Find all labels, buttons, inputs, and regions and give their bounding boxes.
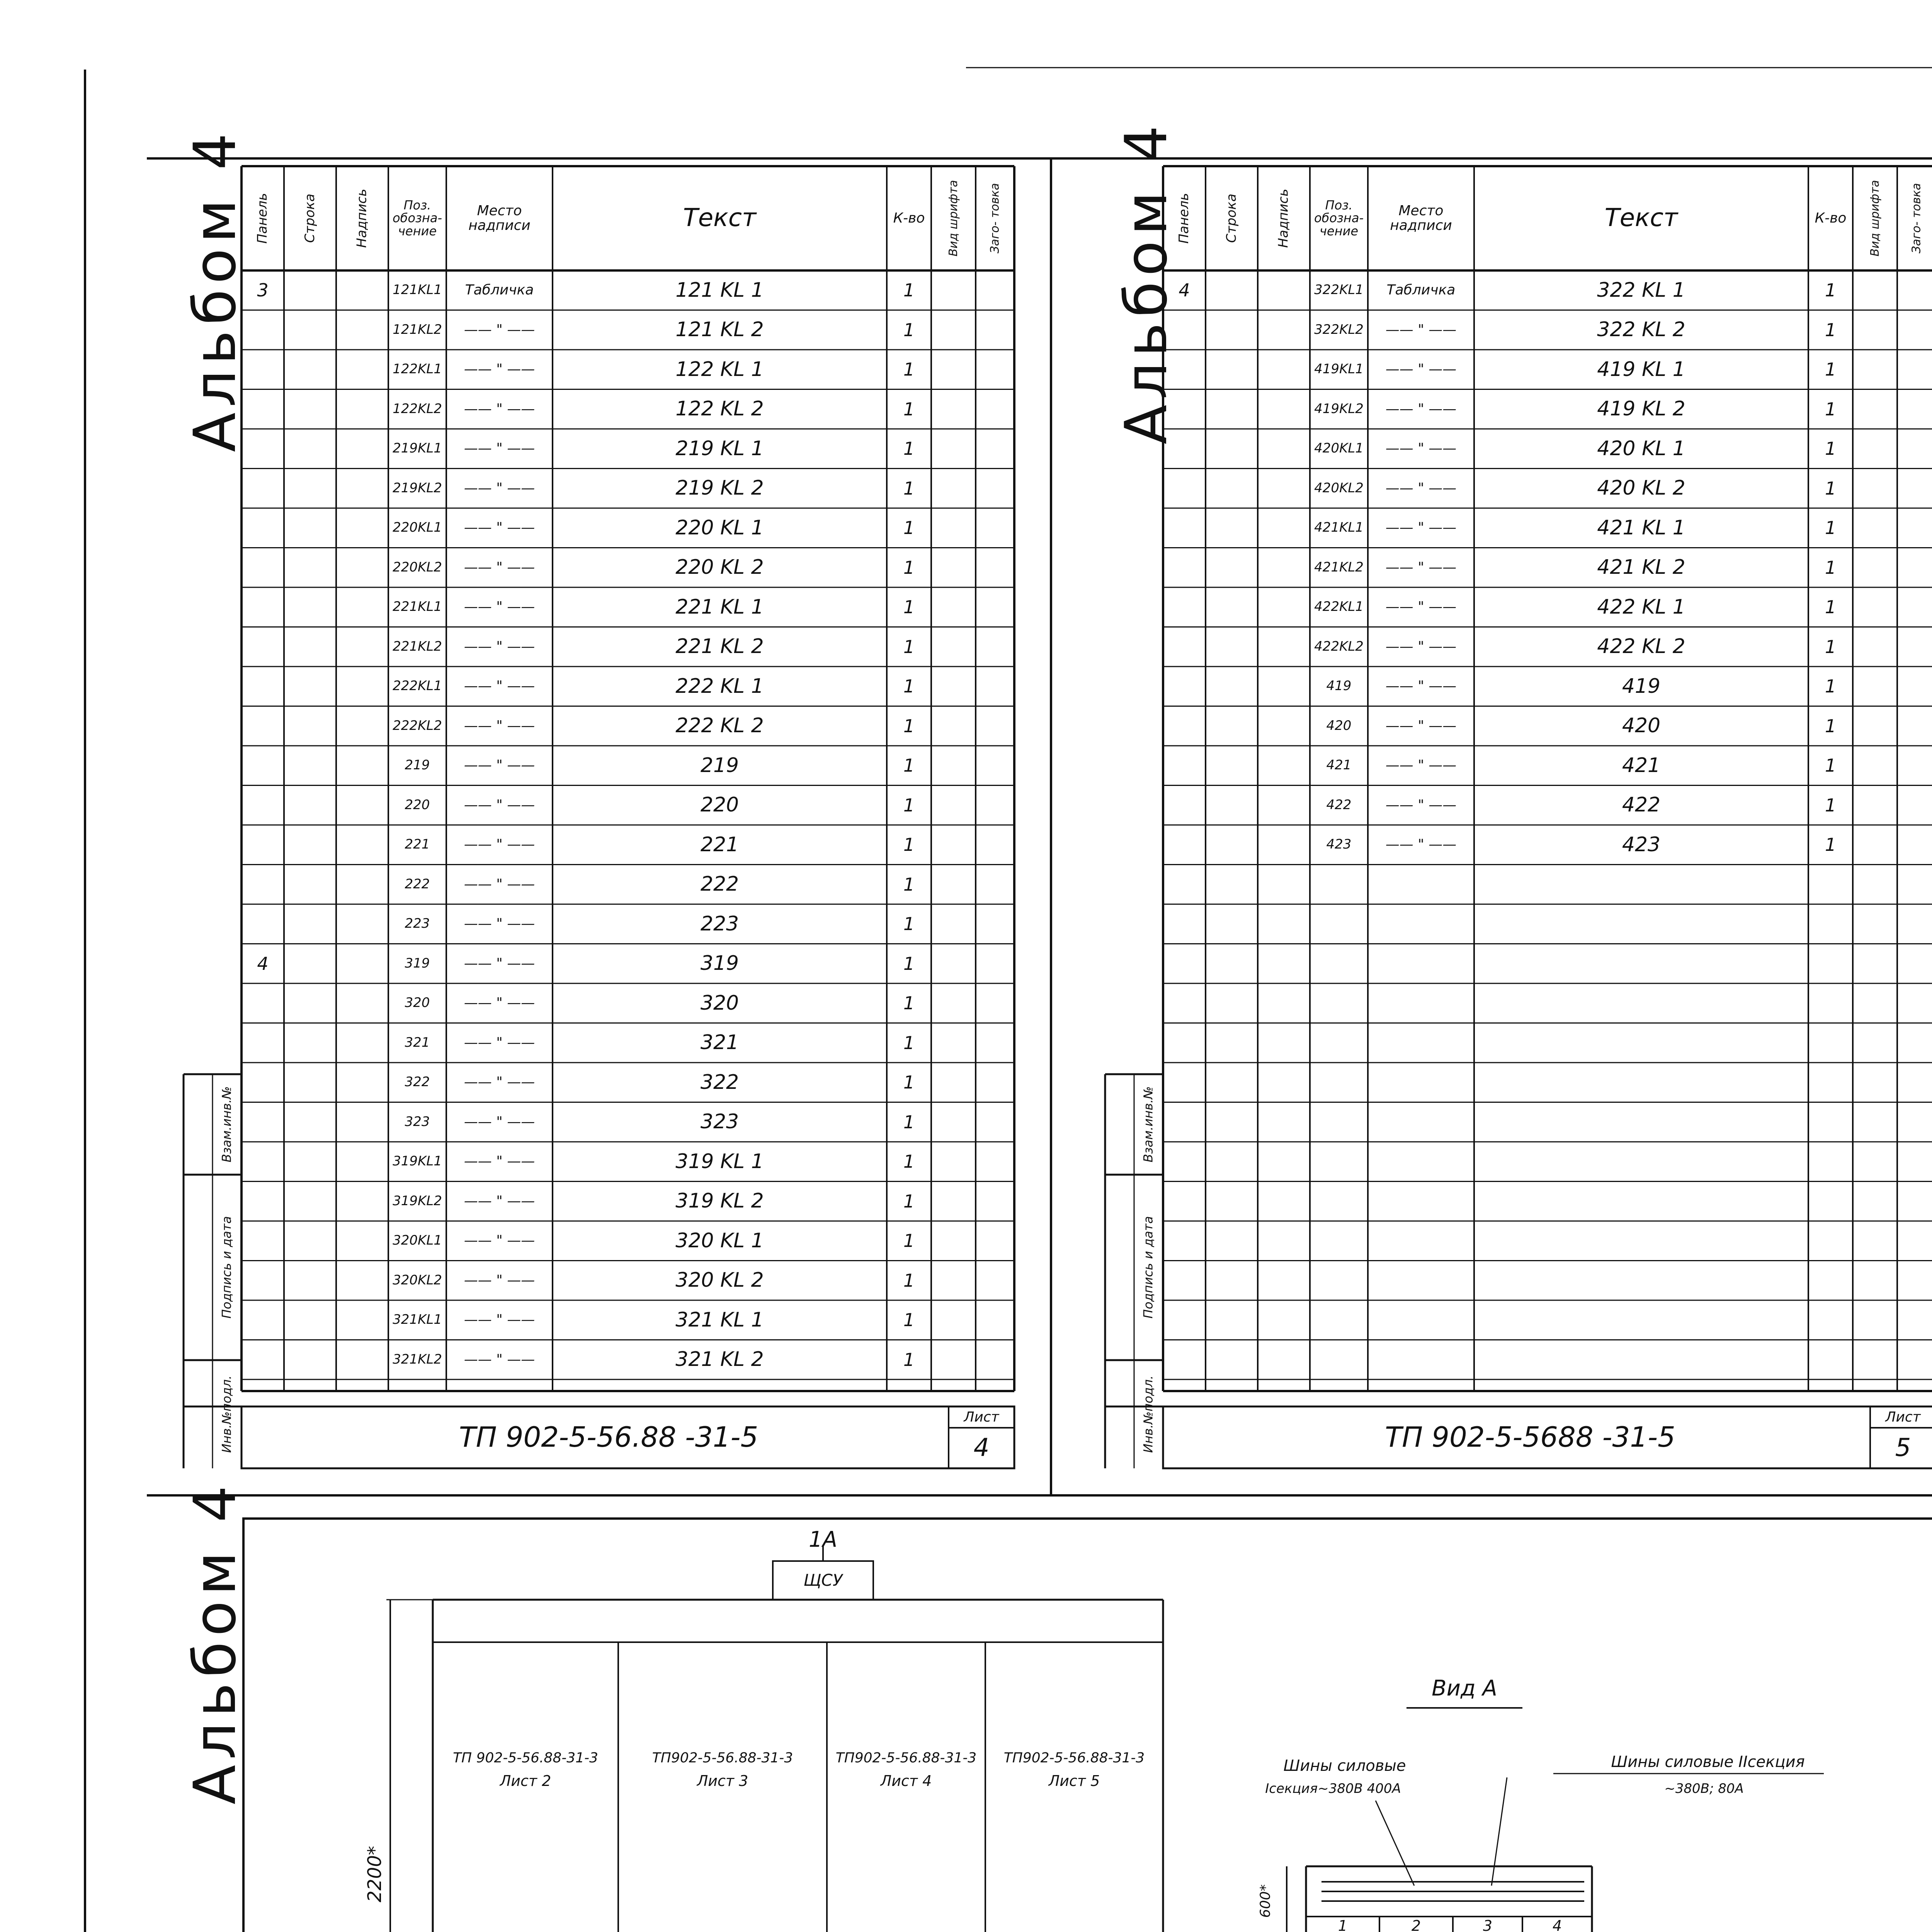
s5-cell-panel — [1163, 508, 1206, 548]
s4-cell-qty: 1 — [903, 636, 915, 657]
s4-cell-place: —— " —— — [464, 480, 535, 496]
s4-cell-text: 221 KL 2 — [675, 635, 764, 658]
s4-cell-pos: 121KL2 — [393, 321, 442, 337]
s4-cell-qty: 1 — [903, 557, 915, 578]
s5-cell-panel — [1163, 469, 1206, 509]
s4-cell-panel — [242, 310, 284, 350]
s5-header-place: Место надписи — [1390, 203, 1452, 233]
s4-header-row — [284, 166, 336, 270]
s5-cell-text: 421 KL 1 — [1597, 516, 1685, 539]
view-a-cell-3: 3 — [1483, 1917, 1493, 1932]
s4-cell-panel — [242, 1300, 284, 1340]
s4-header-text: Текст — [683, 204, 757, 233]
s4-cell-text: 121 KL 1 — [675, 278, 764, 302]
s4-cell-panel — [242, 429, 284, 469]
s4-header-panel-text: Панель — [255, 193, 270, 244]
s5-stamp-podpis — [1134, 1175, 1163, 1360]
s4-cell-place: —— " —— — [464, 638, 535, 655]
s5-cell-panel — [1163, 429, 1206, 469]
cabinet-tag-label: ЩСУ — [803, 1570, 843, 1590]
view-a-cell-4: 4 — [1552, 1917, 1562, 1932]
s4-cell-panel — [242, 350, 284, 389]
s5-cell-qty: 1 — [1825, 359, 1837, 380]
s4-cell-qty: 1 — [903, 1190, 915, 1212]
s4-cell-pos: 222KL2 — [393, 718, 442, 733]
s5-cell-panel — [1163, 706, 1206, 746]
s4-cell-place: Табличка — [465, 282, 534, 298]
s4-cell-panel — [242, 904, 284, 944]
s4-cell-text: 323 — [700, 1110, 739, 1134]
s4-cell-qty: 1 — [903, 993, 915, 1014]
s4-cell-text: 322 — [700, 1070, 739, 1094]
leader-line — [1376, 1801, 1414, 1886]
s5-cell-qty: 1 — [1825, 834, 1837, 855]
s4-cell-qty: 1 — [903, 834, 915, 855]
s4-cell-pos: 122KL1 — [393, 361, 442, 377]
s5-cell-panel — [1163, 786, 1206, 825]
s5-cell-pos: 322KL1 — [1314, 282, 1364, 298]
s4-cell-qty: 1 — [903, 398, 915, 420]
s4-cell-pos: 221KL1 — [393, 599, 442, 615]
s5-header-text: Текст — [1604, 204, 1678, 233]
s4-cell-text: 321 KL 1 — [675, 1308, 764, 1332]
s4-cell-pos: 320 — [405, 995, 430, 1011]
s4-cell-place: —— " —— — [464, 1153, 535, 1170]
s5-stamp-vzam — [1134, 1074, 1163, 1175]
s4-header-panel — [242, 166, 284, 270]
s4-cell-pos: 222KL1 — [393, 678, 442, 694]
panel-3-ref: ТП902-5-56.88-31-3 — [835, 1750, 977, 1766]
s4-cell-qty: 1 — [903, 438, 915, 459]
panel-1-sheet: Лист 2 — [500, 1772, 551, 1790]
s4-cell-place: —— " —— — [464, 718, 535, 734]
s4-cell-panel — [242, 786, 284, 825]
s4-cell-pos: 319KL1 — [393, 1153, 442, 1169]
s5-header-qty: К-во — [1815, 210, 1847, 226]
s4-cell-panel — [242, 1102, 284, 1142]
album-label-sheet4: Альбом 4 — [182, 128, 249, 452]
s5-cell-text: 421 — [1622, 753, 1661, 777]
s4-cell-text: 319 KL 2 — [675, 1189, 764, 1213]
s5-cell-pos: 419KL1 — [1314, 361, 1364, 377]
s4-cell-text: 121 KL 2 — [675, 318, 764, 342]
s5-cell-pos: 421KL2 — [1314, 559, 1364, 575]
s5-cell-panel — [1163, 627, 1206, 667]
s4-cell-qty: 1 — [903, 1349, 915, 1370]
s4-cell-qty: 1 — [903, 1111, 915, 1133]
s4-cell-qty: 1 — [903, 1151, 915, 1172]
s5-cell-qty: 1 — [1825, 755, 1837, 776]
s4-cell-qty: 1 — [903, 953, 915, 974]
s4-cell-qty: 1 — [903, 319, 915, 340]
s4-cell-pos: 220 — [405, 797, 430, 813]
s4-cell-place: —— " —— — [464, 1034, 535, 1051]
s5-cell-pos: 420KL1 — [1314, 440, 1364, 456]
s5-header-blank-text: Заго- товка — [1910, 183, 1923, 254]
s5-cell-panel — [1163, 746, 1206, 786]
s4-cell-panel — [242, 1261, 284, 1301]
s4-cell-text: 122 KL 1 — [675, 357, 764, 381]
s5-cell-panel — [1163, 389, 1206, 429]
s5-cell-qty: 1 — [1825, 280, 1837, 301]
s5-cell-place: —— " —— — [1385, 440, 1457, 457]
s4-cell-qty: 1 — [903, 517, 915, 539]
s5-cell-panel — [1163, 350, 1206, 389]
bus-label-1b: Iсекция~380В 400А — [1265, 1781, 1401, 1797]
s5-cell-panel — [1163, 587, 1206, 627]
s5-cell-place: Табличка — [1386, 282, 1456, 298]
panel-4-ref: ТП902-5-56.88-31-3 — [1003, 1750, 1145, 1766]
s4-cell-text: 220 — [700, 793, 739, 817]
s5-stamp-inv — [1134, 1360, 1163, 1468]
s4-cell-panel — [242, 389, 284, 429]
s4-cell-place: —— " —— — [464, 916, 535, 932]
panel-2-ref: ТП902-5-56.88-31-3 — [652, 1750, 793, 1766]
s4-stamp-vzam-text: Взам.инв.№ — [219, 1086, 234, 1163]
s4-cell-panel — [242, 706, 284, 746]
s4-cell-pos: 321 — [405, 1034, 430, 1050]
s4-cell-place: —— " —— — [464, 599, 535, 615]
s5-cell-text: 419 — [1622, 674, 1661, 698]
s5-header-label — [1258, 166, 1310, 270]
s5-header-pos: Поз. обозна- чение — [1314, 197, 1364, 238]
s5-cell-text: 422 KL 2 — [1597, 635, 1685, 658]
s5-cell-place: —— " —— — [1385, 837, 1457, 853]
s5-cell-qty: 1 — [1825, 794, 1837, 816]
s4-cell-pos: 121KL1 — [393, 282, 442, 298]
s4-cell-pos: 320KL2 — [393, 1272, 442, 1288]
s5-header-row-text: Строка — [1223, 194, 1239, 243]
s4-cell-panel — [242, 865, 284, 905]
s4-cell-panel — [242, 1182, 284, 1221]
s4-cell-place: —— " —— — [464, 678, 535, 694]
s4-cell-text: 219 — [700, 753, 739, 777]
s5-cell-text: 420 — [1622, 714, 1661, 738]
s5-cell-text: 423 — [1622, 833, 1661, 856]
s4-cell-place: —— " —— — [464, 361, 535, 378]
s4-cell-place: —— " —— — [464, 1312, 535, 1328]
s4-header-font-text: Вид шрифта — [946, 180, 960, 257]
s4-cell-text: 320 KL 1 — [675, 1229, 764, 1252]
view-a-mark: 1А — [809, 1527, 837, 1552]
s5-cell-pos: 422 — [1326, 797, 1352, 813]
s5-cell-pos: 422KL1 — [1314, 599, 1364, 615]
s4-cell-pos: 223 — [405, 916, 430, 932]
s4-cell-panel: 4 — [257, 953, 269, 974]
s4-cell-pos: 221 — [405, 837, 430, 852]
s4-cell-pos: 319 — [405, 955, 430, 971]
s4-cell-place: —— " —— — [464, 1193, 535, 1209]
s4-stamp-podpis-text: Подпись и дата — [219, 1216, 234, 1319]
s4-cell-text: 222 KL 1 — [675, 674, 764, 698]
s4-cell-panel — [242, 1023, 284, 1063]
s5-cell-place: —— " —— — [1385, 401, 1457, 417]
s5-header-blank — [1897, 166, 1932, 270]
s5-cell-place: —— " —— — [1385, 321, 1457, 338]
s4-cell-qty: 1 — [903, 1230, 915, 1252]
s4-cell-qty: 1 — [903, 478, 915, 499]
s4-cell-pos: 319KL2 — [393, 1193, 442, 1209]
s5-cell-place: —— " —— — [1385, 599, 1457, 615]
s5-cell-qty: 1 — [1825, 478, 1837, 499]
s4-cell-panel — [242, 508, 284, 548]
s4-cell-pos: 122KL2 — [393, 401, 442, 417]
s5-cell-place: —— " —— — [1385, 559, 1457, 575]
s5-cell-qty: 1 — [1825, 517, 1837, 539]
s4-cell-qty: 1 — [903, 874, 915, 895]
s5-cell-text: 422 KL 1 — [1597, 595, 1685, 619]
panel-2-sheet: Лист 3 — [697, 1772, 748, 1790]
s4-cell-text: 219 KL 2 — [675, 476, 764, 500]
s4-cell-place: —— " —— — [464, 520, 535, 536]
s4-cell-pos: 322 — [405, 1074, 430, 1090]
s4-cell-text: 223 — [700, 912, 739, 935]
s4-header-font — [931, 166, 976, 270]
s5-cell-panel: 4 — [1179, 280, 1190, 301]
s4-cell-panel — [242, 1340, 284, 1380]
s5-cell-place: —— " —— — [1385, 638, 1457, 655]
s5-cell-qty: 1 — [1825, 636, 1837, 657]
s4-cell-text: 219 KL 1 — [675, 437, 764, 460]
panel-4-sheet: Лист 5 — [1048, 1772, 1100, 1790]
s5-cell-qty: 1 — [1825, 557, 1837, 578]
s4-cell-panel — [242, 983, 284, 1023]
bus-label-2b: ~380В; 80А — [1664, 1781, 1744, 1797]
s4-cell-pos: 222 — [405, 876, 430, 892]
s4-cell-text: 221 KL 1 — [675, 595, 764, 619]
s5-header-panel — [1163, 166, 1206, 270]
s4-cell-panel: 3 — [257, 280, 269, 301]
s4-cell-text: 319 KL 1 — [675, 1150, 764, 1173]
s4-cell-qty: 1 — [903, 794, 915, 816]
s5-cell-panel — [1163, 548, 1206, 588]
s5-cell-pos: 419KL2 — [1314, 401, 1364, 417]
s4-header-pos: Поз. обозна- чение — [393, 197, 442, 238]
s5-header-font-text: Вид шрифта — [1868, 180, 1882, 257]
s4-header-blank — [976, 166, 1014, 270]
bus-label-2: Шины силовые IIсекция — [1611, 1753, 1805, 1771]
s4-stamp-vzam — [213, 1074, 242, 1175]
s4-cell-place: —— " —— — [464, 440, 535, 457]
s4-cell-pos: 321KL2 — [393, 1351, 442, 1367]
s4-cell-qty: 1 — [903, 280, 915, 301]
s4-cell-qty: 1 — [903, 597, 915, 618]
s4-cell-pos: 321KL1 — [393, 1312, 442, 1328]
drawing-frame — [243, 1519, 1932, 1932]
s4-header-label — [336, 166, 388, 270]
album-label-main: Альбом 4 — [182, 1480, 249, 1804]
s5-cell-pos: 322KL2 — [1314, 321, 1364, 337]
view-a-cell-2: 2 — [1411, 1917, 1421, 1932]
s4-designation: ТП 902-5-56.88 -31-5 — [459, 1421, 759, 1454]
s5-cell-panel — [1163, 825, 1206, 865]
s5-cell-qty: 1 — [1825, 438, 1837, 459]
s5-cell-qty: 1 — [1825, 319, 1837, 340]
s4-stamp-podpis — [213, 1175, 242, 1360]
s4-cell-qty: 1 — [903, 913, 915, 935]
leader-line — [1492, 1777, 1507, 1886]
s5-cell-text: 421 KL 2 — [1597, 556, 1685, 579]
s4-cell-pos: 219KL2 — [393, 480, 442, 496]
s4-cell-place: —— " —— — [464, 559, 535, 575]
s5-cell-text: 419 KL 2 — [1597, 397, 1685, 421]
panel-3-sheet: Лист 4 — [880, 1772, 932, 1790]
view-height-label-text: 600* — [1257, 1884, 1274, 1918]
s4-cell-place: —— " —— — [464, 995, 535, 1011]
s5-header-row — [1206, 166, 1258, 270]
s4-cell-qty: 1 — [903, 1032, 915, 1053]
s4-cell-text: 320 — [700, 991, 739, 1015]
s4-cell-place: —— " —— — [464, 1351, 535, 1367]
s4-cell-panel — [242, 825, 284, 865]
s4-cell-pos: 221KL2 — [393, 638, 442, 654]
s4-cell-text: 321 — [700, 1031, 739, 1054]
s4-cell-panel — [242, 1063, 284, 1102]
s4-cell-panel — [242, 746, 284, 786]
s5-header-label-text: Надпись — [1276, 189, 1291, 248]
s5-cell-panel — [1163, 310, 1206, 350]
s4-cell-qty: 1 — [903, 755, 915, 776]
s4-cell-place: —— " —— — [464, 321, 535, 338]
s4-cell-panel — [242, 1142, 284, 1182]
s5-cell-text: 420 KL 2 — [1597, 476, 1685, 500]
s5-cell-panel — [1163, 667, 1206, 706]
s4-cell-panel — [242, 627, 284, 667]
s5-sheet-number: 5 — [1895, 1433, 1911, 1462]
s5-sheet-label: Лист — [1885, 1409, 1921, 1425]
s5-cell-place: —— " —— — [1385, 361, 1457, 378]
s5-header-font — [1853, 166, 1897, 270]
s4-cell-place: —— " —— — [464, 797, 535, 813]
s4-cell-panel — [242, 667, 284, 706]
s5-cell-place: —— " —— — [1385, 480, 1457, 496]
s4-header-place: Место надписи — [468, 203, 531, 233]
s5-cell-text: 420 KL 1 — [1597, 437, 1685, 460]
s4-cell-text: 220 KL 1 — [675, 516, 764, 539]
s5-cell-qty: 1 — [1825, 676, 1837, 697]
s4-cell-place: —— " —— — [464, 1233, 535, 1249]
s4-cell-panel — [242, 548, 284, 588]
s5-stamp-inv-text: Инв.№подл. — [1141, 1375, 1156, 1453]
s4-header-label-text: Надпись — [354, 189, 370, 248]
s4-cell-qty: 1 — [903, 676, 915, 697]
view-height-label — [1248, 1870, 1283, 1932]
s4-cell-qty: 1 — [903, 715, 915, 736]
s4-stamp-inv-text: Инв.№подл. — [219, 1375, 234, 1453]
s5-header-panel-text: Панель — [1176, 193, 1192, 244]
s4-cell-text: 221 — [700, 833, 739, 856]
s4-cell-pos: 320KL1 — [393, 1233, 442, 1248]
s4-cell-place: —— " —— — [464, 1272, 535, 1288]
s4-sheet-label: Лист — [964, 1409, 999, 1425]
s4-cell-place: —— " —— — [464, 401, 535, 417]
s5-cell-qty: 1 — [1825, 715, 1837, 736]
s4-cell-text: 319 — [700, 952, 739, 975]
s4-cell-place: —— " —— — [464, 876, 535, 892]
panel-1-ref: ТП 902-5-56.88-31-3 — [453, 1750, 598, 1766]
s4-cell-pos: 219 — [405, 757, 430, 773]
s4-cell-text: 321 KL 2 — [675, 1348, 764, 1371]
s5-cell-place: —— " —— — [1385, 797, 1457, 813]
view-a-title: Вид А — [1432, 1675, 1497, 1701]
s4-cell-text: 222 — [700, 872, 739, 896]
album-label-sheet5: Альбом 4 — [1113, 120, 1180, 444]
s4-cell-pos: 323 — [405, 1114, 430, 1129]
s4-stamp-inv — [213, 1360, 242, 1468]
height-dim-label-text: 2200* — [364, 1845, 386, 1903]
s4-header-qty: К-во — [893, 210, 925, 226]
s5-cell-text: 322 KL 2 — [1597, 318, 1685, 342]
s4-cell-text: 222 KL 2 — [675, 714, 764, 738]
s4-cell-place: —— " —— — [464, 837, 535, 853]
s4-cell-pos: 219KL1 — [393, 440, 442, 456]
s4-cell-panel — [242, 1221, 284, 1261]
s4-cell-place: —— " —— — [464, 1114, 535, 1130]
height-dim-label — [359, 1816, 390, 1932]
s4-header-row-text: Строка — [302, 194, 318, 243]
s5-cell-qty: 1 — [1825, 597, 1837, 618]
s5-cell-qty: 1 — [1825, 398, 1837, 420]
s5-cell-pos: 419 — [1326, 678, 1352, 694]
s5-stamp-podpis-text: Подпись и дата — [1141, 1216, 1156, 1319]
s4-cell-pos: 220KL1 — [393, 520, 442, 536]
s5-cell-place: —— " —— — [1385, 520, 1457, 536]
s4-sheet-number: 4 — [973, 1433, 990, 1462]
s4-cell-pos: 220KL2 — [393, 559, 442, 575]
s4-cell-text: 122 KL 2 — [675, 397, 764, 421]
s5-cell-text: 419 KL 1 — [1597, 357, 1685, 381]
s5-cell-pos: 421 — [1326, 757, 1352, 773]
s5-cell-text: 322 KL 1 — [1597, 278, 1685, 302]
bus-label-1: Шины силовые — [1283, 1757, 1406, 1775]
s4-cell-panel — [242, 469, 284, 509]
s4-cell-panel — [242, 587, 284, 627]
s4-cell-qty: 1 — [903, 1270, 915, 1291]
s5-stamp-vzam-text: Взам.инв.№ — [1141, 1086, 1156, 1163]
s4-cell-place: —— " —— — [464, 757, 535, 774]
s4-cell-qty: 1 — [903, 1072, 915, 1093]
s4-cell-qty: 1 — [903, 359, 915, 380]
s5-cell-place: —— " —— — [1385, 757, 1457, 774]
s4-cell-text: 320 KL 2 — [675, 1269, 764, 1292]
s5-designation: ТП 902-5-5688 -31-5 — [1385, 1421, 1675, 1454]
s4-cell-place: —— " —— — [464, 955, 535, 971]
s5-cell-pos: 420 — [1326, 718, 1352, 733]
s5-cell-text: 422 — [1622, 793, 1661, 817]
s5-cell-place: —— " —— — [1385, 678, 1457, 694]
s4-cell-qty: 1 — [903, 1310, 915, 1331]
s5-cell-pos: 421KL1 — [1314, 520, 1364, 536]
s4-header-blank-text: Заго- товка — [988, 183, 1002, 254]
s5-cell-place: —— " —— — [1385, 718, 1457, 734]
s4-cell-text: 220 KL 2 — [675, 556, 764, 579]
s5-cell-pos: 422KL2 — [1314, 638, 1364, 654]
view-a-cell-1: 1 — [1338, 1917, 1348, 1932]
s5-cell-pos: 420KL2 — [1314, 480, 1364, 496]
s4-cell-place: —— " —— — [464, 1074, 535, 1090]
s5-cell-pos: 423 — [1326, 837, 1352, 852]
